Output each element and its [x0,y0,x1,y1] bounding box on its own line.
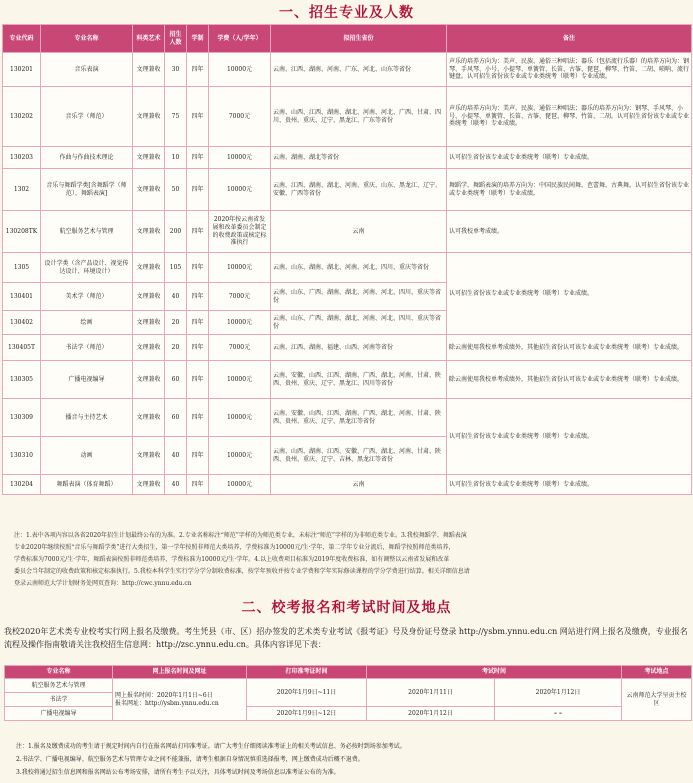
cell-provinces: 云南 [271,211,447,253]
cell-duration: 四年 [187,475,209,495]
section1-title: 一、招生专业及人数 [279,5,414,21]
cell-name: 绘画 [41,311,133,335]
cell-duration: 四年 [187,399,209,437]
cell-quota: 75 [165,87,187,147]
cell-category: 文理兼收 [133,399,165,437]
cell-category: 文理兼收 [133,437,165,475]
cell-code: 1305 [3,253,41,283]
exam-table-header [5,666,692,679]
cell-code: 130204 [3,475,41,495]
header-category: 科类艺术 [133,25,165,53]
cell-provinces: 云南、山东、广西、湖南、湖北、河南、河北、四川、重庆等省份 [271,311,447,335]
cell-provinces: 云南、安徽、山西、江西、湖南、广西、湖北、河南、甘肃、陕西、贵州、重庆、辽宁、黑龙江等省份 [271,399,447,437]
cell-remark: 认可我校单考成绩。 [447,211,692,253]
cell-provinces: 云南、安徽、山西、江西、湖南、广西、湖北、河南、甘肃、陕西、贵州、重庆、辽宁、黑龙江、四川等省份 [271,361,447,399]
cell-fee: 10000元 [209,475,271,495]
cell-category: 文理兼收 [133,335,165,361]
cell-category: 文理兼收 [133,361,165,399]
cell-name: 音乐与舞蹈学类[含舞蹈学（师范）、舞蹈表演] [41,169,133,211]
cell-code: 130208TK [3,211,41,253]
cell-code: 130401 [3,283,41,311]
cell-name: 舞蹈表演（体育舞蹈） [41,475,133,495]
exam-header-print: 打印准考证时间 [247,666,367,679]
cell-remark: 除云南使用我校单考成绩外，其他招生省份认可该专业或专业类统考（联考）专业成绩。 [447,335,692,361]
cell-fee: 7000元 [209,335,271,361]
cell-category: 文理兼收 [133,253,165,283]
exam-header-major: 专业名称 [5,666,113,679]
table-row [3,475,692,495]
cell-quota: 60 [165,399,187,437]
notes-line: 注：1.表中各项内容以各省2020年招生计划最终公布的为准。2.专业名称标注“师范”字样的为师范类专业，未标注“师范”字样的为非师范类专业。3.我校舞蹈学、舞蹈表演 [14,532,467,539]
cell-fee: 7000元 [209,87,271,147]
table-row [3,53,692,87]
cell-name: 音乐表演 [41,53,133,87]
header-fee: 学费（人/学年） [209,25,271,53]
cell-code: 1302 [3,169,41,211]
cell-exam-afternoon: – – [495,707,622,721]
cell-provinces: 云南、山东、广西、湖南、湖北、河南、河北、四川、重庆等省份 [271,283,447,311]
cell-category: 文理兼收 [133,311,165,335]
cell-code: 130203 [3,147,41,169]
cell-remark: 认可招生省份该专业或专业类统考（联考）专业成绩。 [447,147,692,169]
cell-fee: 10000元 [209,169,271,211]
cell-quota: 30 [165,53,187,87]
cell-quota: 200 [165,211,187,253]
cell-fee: 10000元 [209,437,271,475]
table-row [5,707,692,721]
notes-line: 委员会当年制定的收费政策和核定标准执行。5.我校本科学生实行学分学分制收费标准，按学年预收并按专业学费和学年实际修读课程的学分学费进行结算。相关详细信息请 [14,568,470,575]
cell-name: 航空服务艺术与管理 [41,211,133,253]
cell-code: 130310 [3,437,41,475]
cell-fee: 10000元 [209,311,271,335]
cell-duration: 四年 [187,211,209,253]
header-provinces: 拟招生省份 [271,25,447,53]
notes-line: 登录云南师范大学计划财务处网页查询：http://cwc.ynnu.edu.cn [14,580,192,587]
table-row [3,169,692,211]
cell-quota: 105 [165,253,187,283]
cell-provinces: 云南、湖南、湖北等省份 [271,147,447,169]
exam-table [4,665,692,721]
table-row [3,147,692,169]
cell-name: 书法学（师范） [41,335,133,361]
cell-category: 文理兼收 [133,283,165,311]
cell-duration: 四年 [187,53,209,87]
cell-remark: 认可招生省份该专业或专业类统考（联考）专业成绩。 [447,253,692,335]
footnote-line: 注：1.报名及缴费成功的考生请于规定时间内自行在报名网站打印准考证。请广大考生仔细阅读准考证上的相关考试信息、务必按时到场参加考试。 [16,743,406,750]
table-row [3,335,692,361]
notes-line: 学费标准为7000元/生·学年，舞蹈表演按照非师范类培养，学费标准为10000元/生·学年。4.以上收费项目标准为2019年度收费标准，如有调整以云南省发展和改革 [14,556,450,563]
cell-quota: 10 [165,147,187,169]
table-row [5,679,692,693]
footnote-line: 2.书法学、广播电视编导、航空服务艺术与管理专业之间不能兼报，请考生根据自身情况慎重选择报考，网上缴费成功后概不退费。 [16,756,364,763]
cell-quota: 40 [165,475,187,495]
cell-remark: 舞蹈学、舞蹈表演的培养方向为：中国民族民间舞、芭蕾舞、古典舞。认可招生省份该专业或专业类统考（联考）专业成绩。 [447,169,692,211]
cell-name: 动画 [41,437,133,475]
cell-provinces: 云南、江西、湖南、福建、山西、河南等省份 [271,335,447,361]
cell-name: 作曲与作曲技术理论 [41,147,133,169]
cell-print: 2020年1月9日~12日 [247,707,367,721]
cell-remark: 除云南使用我校单考成绩外，其他招生省份认可该专业或专业类统考（联考）专业成绩。 [447,361,692,399]
cell-quota: 20 [165,311,187,335]
header-name: 专业名称 [41,25,133,53]
cell-remark: 认可招生省份该专业或专业类统考（联考）专业成绩。 [447,399,692,475]
online-time: 网上报名时间：2020年1月1日~6日 [115,691,213,699]
cell-provinces: 云南、山西、湖南、江西、安徽、广西、湖北、河南、甘肃、陕西、贵州、重庆、辽宁、吉林、黑龙江等省份 [271,437,447,475]
table-row [3,361,692,399]
cell-major: 航空服务艺术与管理 [5,679,113,693]
cell-quota: 40 [165,437,187,475]
cell-category: 文理兼收 [133,53,165,87]
footnote-line: 3.我校将通过招生信息网和报名网站公布考场安排，请所有考生予以关注，具体考试时间及考场信息以准考证公布的为准。 [16,769,340,776]
header-remark: 备注 [447,25,692,53]
cell-duration: 四年 [187,283,209,311]
header-duration: 学制 [187,25,209,53]
cell-provinces: 云南、山西、江西、湖南、湖北、河南、河北、广西、甘肃、四川、贵州、重庆、辽宁、黑龙江、广东等省份 [271,87,447,147]
cell-provinces: 云南 [271,475,447,495]
cell-code: 130202 [3,87,41,147]
cell-name: 音乐学（师范） [41,87,133,147]
cell-name: 设计学类（含产品设计、视觉传达设计、环境设计） [41,253,133,283]
cell-category: 文理兼收 [133,87,165,147]
cell-duration: 四年 [187,147,209,169]
cell-remark: 声乐的培养方向为：美声、民族、通俗三种唱法；器乐的培养方向为：钢琴、手风琴、小号、小提琴、单簧管、长笛、古筝、琵琶、柳琴、竹笛、二胡。认可招生省份该专业或专业类统考（联考）专业成绩。 [447,87,692,147]
online-url[interactable]: 报名网址：http://ysbm.ynnu.edu.cn [115,699,219,707]
cell-duration: 四年 [187,253,209,283]
cell-duration: 四年 [187,87,209,147]
cell-remark: 声乐的培养方向为：美声、民族、通俗三种唱法；器乐（包括流行乐器）的培养方向为：钢琴、手风琴、小号、小提琴、单簧管、长笛、古筝、琵琶、柳琴、竹笛、二胡、唢呐、流行键盘。认可招生省份该专业或专业类统考（联考）专业成绩。 [447,53,692,87]
table-row [3,399,692,437]
cell-exam-afternoon: 2020年1月12日 [495,679,622,707]
table-row [3,211,692,253]
cell-category: 文理兼收 [133,475,165,495]
cell-fee: 7000元 [209,283,271,311]
cell-fee: 10000元 [209,361,271,399]
cell-name: 播音与主持艺术 [41,399,133,437]
cell-provinces: 云南、江西、湖南、河南、广东、河北、山东等省份 [271,53,447,87]
exam-header-place: 考试地点 [622,666,692,679]
cell-code: 130305 [3,361,41,399]
cell-code: 130201 [3,53,41,87]
notes-line: 专业2020年继续按照“音乐与舞蹈学类”进行大类招生，第一学年按照非师范大类培养，学费标准为10000元/生·学年，第二学年专业分流后，舞蹈学按照师范类培养， [14,544,455,551]
cell-category: 文理兼收 [133,169,165,211]
cell-exam-morning: 2020年1月11日 [367,679,495,707]
intro-paragraph: 我校2020年艺术类专业校考实行网上报名及缴费。考生凭县（市、区）招办签发的艺术类专业考试《报考证》号及身份证号登录 http://ysbm.ynnu.edu.cn 网站进行网上报名及缴费，专业报名流程及操作指南敬请关注我校招生信息网：http://zsc.ynnu.edu.cn。具体内容详见下表： [4,627,688,649]
cell-place: 云南师范大学呈贡主校区 [622,679,692,721]
cell-fee: 10000元 [209,399,271,437]
header-quota: 招生人数 [165,25,187,53]
cell-fee: 10000元 [209,53,271,87]
header-code: 专业代码 [3,25,41,53]
cell-quota: 50 [165,169,187,211]
cell-online [113,679,247,721]
table-row [3,253,692,283]
cell-duration: 四年 [187,335,209,361]
cell-code: 130405T [3,335,41,361]
cell-provinces: 云南、江西、湖南、湖北、河南、重庆、山东、黑龙江、辽宁、安徽、广西等省份 [271,169,447,211]
cell-code: 130402 [3,311,41,335]
cell-major: 广播电视编导 [5,707,113,721]
cell-major: 书法学 [5,693,113,707]
cell-remark: 认可招生省份该专业或专业类统考（联考）专业成绩。 [447,475,692,495]
cell-fee: 10000元 [209,147,271,169]
cell-provinces: 云南、山东、湖南、湖北、河南、河北、四川、重庆等省份 [271,253,447,283]
cell-fee: 2020年按云南省发展和改革委员会制定的收费政策或核定标准执行 [209,211,271,253]
cell-duration: 四年 [187,437,209,475]
cell-duration: 四年 [187,169,209,211]
cell-duration: 四年 [187,361,209,399]
cell-name: 美术学（师范） [41,283,133,311]
cell-quota: 60 [165,361,187,399]
cell-duration: 四年 [187,311,209,335]
cell-fee: 10000元 [209,253,271,283]
table-row [3,87,692,147]
cell-name: 广播电视编导 [41,361,133,399]
cell-print: 2020年1月9日~11日 [247,679,367,707]
cell-exam-morning: 2020年1月12日 [367,707,495,721]
exam-header-online: 网上报名时间及网址 [113,666,247,679]
cell-category: 文理兼收 [133,147,165,169]
cell-code: 130309 [3,399,41,437]
major-table [2,24,692,495]
cell-category: 文理兼收 [133,211,165,253]
cell-quota: 20 [165,335,187,361]
section2-title: 二、校考报名和考试时间及地点 [241,600,452,616]
table-header [3,25,692,53]
exam-header-exam: 考试时间 [367,666,622,679]
cell-quota: 40 [165,283,187,311]
